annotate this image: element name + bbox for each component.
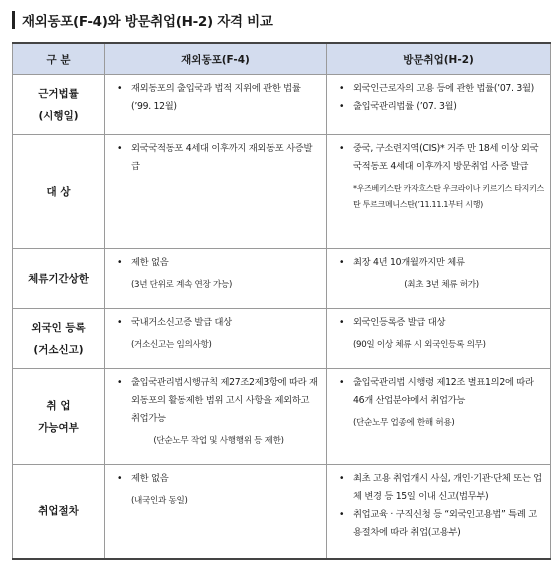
sub-note: (단순노무 작업 및 사행행위 등 제한) [153, 436, 284, 446]
header-f4: 재외동포(F-4) [105, 43, 327, 75]
list-item: • 출입국관리법률 (’07. 3월) [339, 101, 457, 112]
comparison-table [12, 42, 551, 560]
table-row-procedure [13, 465, 551, 559]
table-row-stay [13, 249, 551, 309]
cell-employment-h2 [327, 369, 551, 465]
title-marker [12, 11, 15, 29]
row-label-procedure: 취업절차 [13, 465, 105, 559]
sub-note: (90일 이상 체류 시 외국인등록 의무) [353, 340, 486, 350]
table-header-row [13, 43, 551, 75]
cell-procedure-f4 [105, 465, 327, 559]
table-row-basis [13, 75, 551, 135]
list-item: • 최초 고용 취업개시 사실, 개인·기관·단체 또는 업체 변경 등 15일 이내 신고(법무부) [339, 473, 542, 502]
cell-stay-f4 [105, 249, 327, 309]
list-item: • 중국, 구소련지역(CIS)* 거주 만 18세 이상 외국국적동포 4세대 이후까지 방문취업 사증 발급 [339, 143, 539, 172]
row-label-target: 대 상 [13, 135, 105, 249]
table-row-target [13, 135, 551, 249]
list-item: • 외국인근로자의 고용 등에 관한 법률(’07. 3월) [339, 83, 534, 94]
row-label-basis: 근거법률 (시행일) [13, 75, 105, 135]
sub-note: (3년 단위로 계속 연장 가능) [131, 280, 233, 290]
cell-basis-f4 [105, 75, 327, 135]
list-item: • 제한 없음 [117, 257, 169, 268]
cell-target-f4 [105, 135, 327, 249]
sub-note: (거소신고는 임의사항) [131, 340, 212, 350]
list-item: • 외국인등록증 발급 대상 [339, 317, 446, 328]
table-row-registration [13, 309, 551, 369]
document-title [12, 9, 273, 31]
list-item: • 출입국관리법 시행령 제12조 별표1의2에 따라 46개 산업분야에서 취업가능 [339, 377, 534, 406]
row-label-stay: 체류기간상한 [13, 249, 105, 309]
cell-registration-h2 [327, 309, 551, 369]
sub-note: (단순노무 업종에 한해 허용) [353, 418, 455, 428]
cell-employment-f4 [105, 369, 327, 465]
list-item: • 외국국적동포 4세대 이후까지 재외동포 사증발급 [117, 143, 313, 172]
list-item: • 취업교육 · 구직신청 등 “외국인고용법” 특례 고용절차에 따라 취업(고용부) [339, 509, 537, 538]
header-h2: 방문취업(H-2) [327, 43, 551, 75]
row-label-registration: 외국인 등록 (거소신고) [13, 309, 105, 369]
cell-stay-h2 [327, 249, 551, 309]
cell-target-h2 [327, 135, 551, 249]
list-item: • 국내거소신고증 발급 대상 [117, 317, 232, 328]
table-row-employment [13, 369, 551, 465]
sub-note: (최초 3년 체류 허가) [404, 280, 479, 290]
list-item: • 최장 4년 10개월까지만 체류 [339, 257, 465, 268]
list-item: • 제한 없음 [117, 473, 169, 484]
cell-registration-f4 [105, 309, 327, 369]
header-category: 구 분 [13, 43, 105, 75]
list-item: • 출입국관리법시행규칙 제27조2제3항에 따라 재외동포의 활동제한 범위 고시 사항을 제외하고 취업가능 [117, 377, 318, 424]
list-item: • 재외동포의 출입국과 법적 지위에 관한 법률(’99. 12월) [117, 83, 301, 112]
row-label-employment: 취 업 가능여부 [13, 369, 105, 465]
sub-note: (내국인과 동일) [131, 496, 188, 506]
title-text: 재외동포(F-4)와 방문취업(H-2) 자격 비교 [22, 14, 273, 30]
footnote: *우즈베키스탄 카자흐스탄 우크라이나 키르기스 타지키스탄 투르크메니스탄(’11.11.1부터 시행) [353, 184, 544, 209]
cell-procedure-h2 [327, 465, 551, 559]
cell-basis-h2 [327, 75, 551, 135]
